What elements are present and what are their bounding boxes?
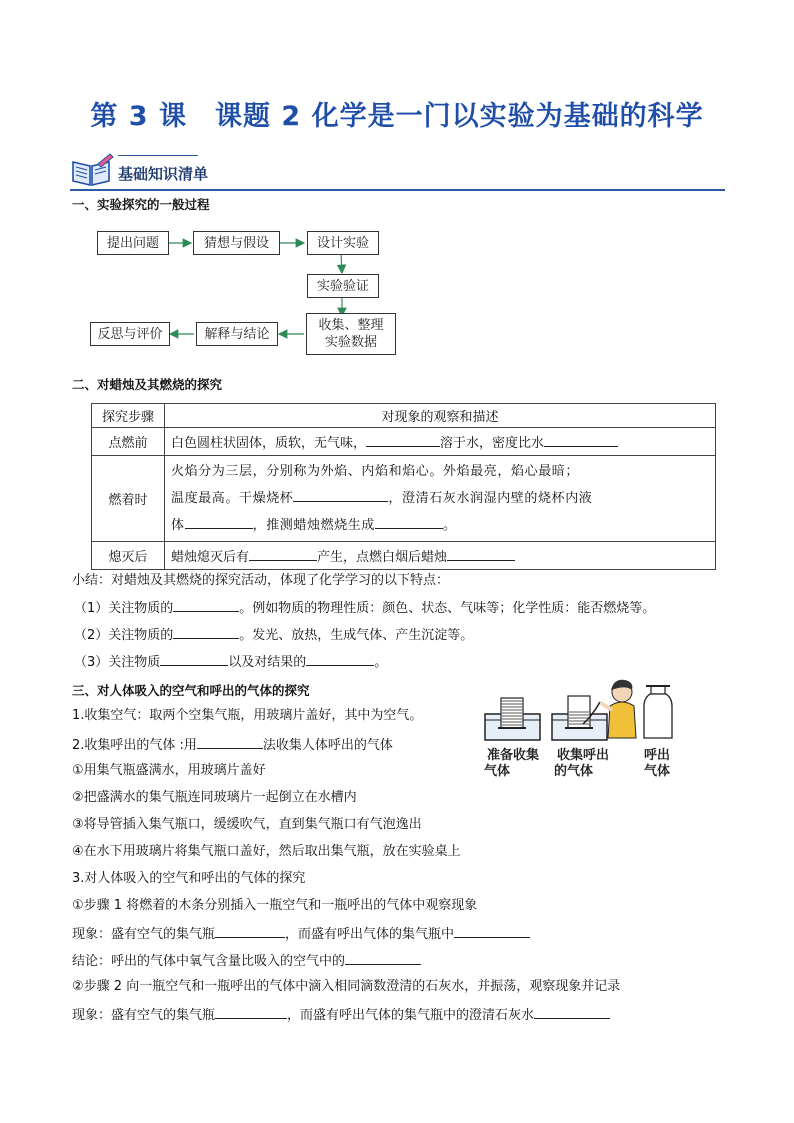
row3-content [165,542,716,570]
flow-raise-question: 提出问题 [97,231,169,255]
section-divider [70,189,725,191]
page-title: 第 3 课 课题 2 化学是一门以实验为基础的科学 [90,101,704,132]
blank[interactable] [306,651,374,666]
collecting-gas-icon [552,696,607,740]
caption-1-line2: 气体 [484,764,511,779]
blank[interactable] [197,734,263,749]
blank[interactable] [173,597,239,612]
flow-collect-line1: 收集、整理 [318,318,384,333]
row2-text-a: 火焰分为三层，分别称为外焰、内焰和焰心。外焰最亮，焰心最暗； [171,464,580,479]
flow-design-experiment: 设计实验 [307,231,379,255]
flow-verify-experiment: 实验验证 [307,274,379,298]
row3-step: 熄灭后 [92,542,165,570]
figure-caption-1 [480,748,546,780]
flow-hypothesis: 猜想与假设 [193,231,280,255]
blank[interactable] [185,514,253,529]
summary-2-a: （2）关注物质的 [74,628,174,643]
part3-heading: 三、对人体吸入的空气和呼出的气体的探究 [72,683,310,698]
row2-content [165,456,716,542]
blank[interactable] [173,624,239,639]
summary-3-c: 。 [374,655,388,670]
figure-caption-3 [634,748,680,780]
table-row [92,456,716,542]
p3-line7: 3.对人体吸入的空气和呼出的气体的探究 [72,871,306,886]
table-header-observation: 对现象的观察和描述 [165,404,716,428]
summary-2-b: 。发光、放热，生成气体、产生沉淀等。 [239,628,474,643]
p3-line12-a: 现象：盛有空气的集气瓶 [72,1008,216,1023]
caption-2-line2: 的气体 [554,764,594,779]
summary-1-b: 。例如物质的物理性质：颜色、状态、气味等；化学性质：能否燃烧等。 [239,601,656,616]
open-book-icon [70,152,114,188]
p3-line9-b: ，而盛有呼出气体的集气瓶中 [285,927,455,942]
summary-3-a: （3）关注物质 [74,655,161,670]
blank[interactable] [447,546,515,561]
table-row [92,428,716,456]
flow-reflect: 反思与评价 [90,322,170,346]
figure-caption-2 [550,748,616,780]
p3-line4: ②把盛满水的集气瓶连同玻璃片一起倒立在水槽内 [72,790,357,805]
p3-line9-a: 现象：盛有空气的集气瓶 [72,927,216,942]
caption-1-line1: 准备收集 [486,748,539,763]
summary-1-a: （1）关注物质的 [74,601,174,616]
flow-collect-data [306,313,396,355]
row2-text-e: ，推测蜡烛燃烧生成 [252,518,376,533]
section-underline-short [118,155,198,156]
p3-line10-a: 结论：呼出的气体中氧气含量比吸入的空气中的 [72,954,346,969]
table-header-step: 探究步骤 [92,404,165,428]
blank[interactable] [375,514,443,529]
part2-heading: 二、对蜡烛及其燃烧的探究 [72,377,223,392]
blank[interactable] [160,651,228,666]
table-row [92,542,716,570]
row1-step: 点燃前 [92,428,165,456]
part1-heading: 一、实验探究的一般过程 [72,197,210,212]
row1-content [165,428,716,456]
blank[interactable] [215,923,285,938]
p3-line3: ①用集气瓶盛满水，用玻璃片盖好 [72,763,266,778]
flow-explain: 解释与结论 [196,322,278,346]
row2-text-f: 。 [443,518,457,533]
candle-table [91,403,716,570]
row1-text-b: 溶于水，密度比水 [440,436,545,451]
summary-text: 小结：对蜡烛及其燃烧的探究活动，体现了化学学习的以下特点： [72,573,450,588]
blank[interactable] [345,950,421,965]
blank[interactable] [293,487,388,502]
p3-line5: ③将导管插入集气瓶口，缓缓吹气，直到集气瓶口有气泡逸出 [72,817,422,832]
p3-line6: ④在水下用玻璃片将集气瓶口盖好，然后取出集气瓶，放在实验桌上 [72,844,461,859]
row1-text-a: 白色圆柱状固体，质软，无气味， [171,436,367,451]
gas-bottle-icon [644,686,672,738]
row3-text-b: 产生，点燃白烟后蜡烛 [317,550,448,565]
water-trough-icon [485,698,540,740]
p3-line2-b: 法收集人体呼出的气体 [262,738,393,753]
blank[interactable] [454,923,530,938]
section-heading: 基础知识清单 [118,165,209,183]
p3-line11: ②步骤 2 向一瓶空气和一瓶呼出的气体中滴入相同滴数澄清的石灰水，并振荡，观察现象并记录 [72,979,621,994]
p3-line1: 1.收集空气：取两个空集气瓶，用玻璃片盖好，其中为空气。 [72,708,423,723]
blank[interactable] [215,1004,287,1019]
blank[interactable] [249,546,317,561]
blank[interactable] [544,432,618,447]
blank[interactable] [534,1004,610,1019]
row2-text-d: 体 [171,518,185,533]
p3-line9 [72,923,530,945]
summary-item-3 [74,651,387,673]
flow-collect-line2: 实验数据 [324,335,377,350]
caption-2-line1: 收集呼出 [556,748,609,763]
table-header-row [92,404,716,428]
gas-collection-figure [480,676,705,746]
summary-item-2 [74,624,473,646]
p3-line12 [72,1004,610,1026]
row2-step: 燃着时 [92,456,165,542]
row3-text-a: 蜡烛熄灭后有 [171,550,250,565]
caption-3-line1: 呼出 [643,748,670,763]
p3-line12-b: ，而盛有呼出气体的集气瓶中的澄清石灰水 [287,1008,535,1023]
summary-item-1 [74,597,655,619]
blank[interactable] [366,432,440,447]
p3-line2-a: 2.收集呼出的气体 :用 [72,738,197,753]
summary-3-b: 以及对结果的 [228,655,307,670]
row2-text-c: ，澄清石灰水润湿内壁的烧杯内液 [388,491,593,506]
caption-3-line2: 气体 [643,764,670,779]
p3-line10 [72,950,421,972]
p3-line8: ①步骤 1 将燃着的木条分别插入一瓶空气和一瓶呼出的气体中观察现象 [72,898,478,913]
p3-line2 [72,734,393,756]
row2-text-b: 温度最高。干燥烧杯 [171,491,294,506]
